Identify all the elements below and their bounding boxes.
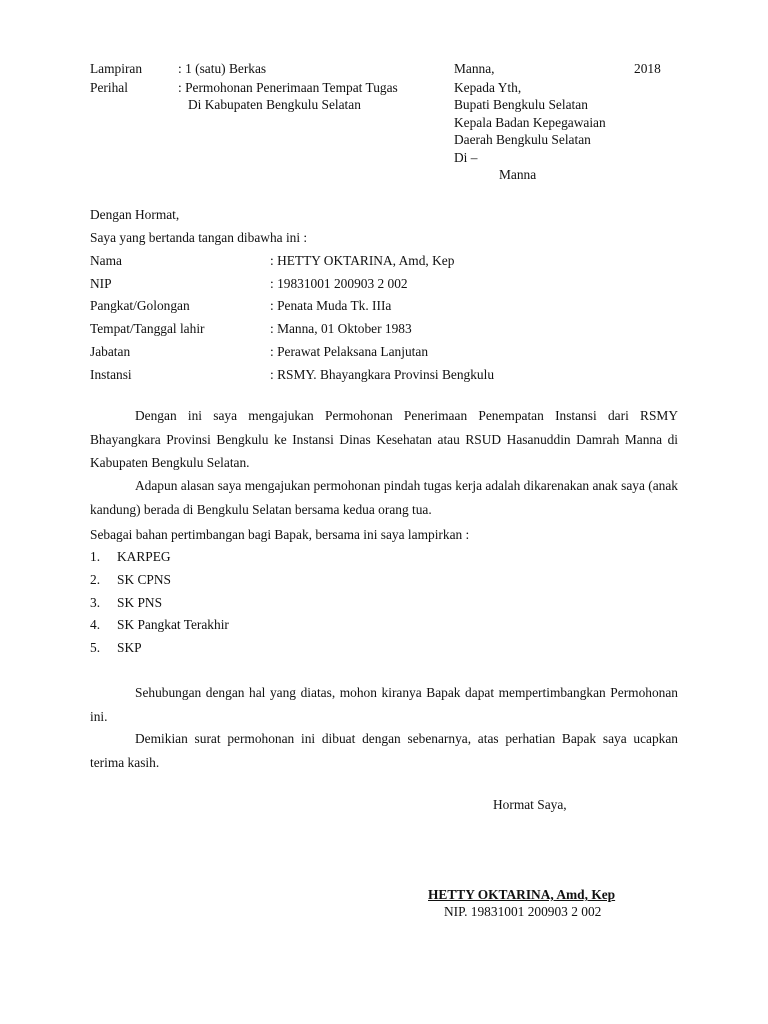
identity-label: NIP: [90, 276, 112, 291]
closing-salutation: Hormat Saya,: [493, 797, 567, 812]
identity-row: [90, 276, 408, 292]
list-item: [90, 617, 229, 633]
recipient-line: Daerah Bengkulu Selatan: [454, 132, 591, 147]
recipient-line: Manna: [499, 167, 537, 182]
list-text: SKP: [117, 640, 142, 655]
body-paragraph: [90, 727, 678, 774]
identity-row: [90, 367, 494, 383]
letter-place: Manna,: [454, 61, 495, 76]
list-text: KARPEG: [117, 549, 171, 564]
attachment-intro: Sebagai bahan pertimbangan bagi Bapak, bersama ini saya lampirkan :: [90, 527, 470, 542]
recipient-line: Kepada Yth,: [454, 80, 522, 95]
list-item: [90, 595, 162, 611]
list-number: 1.: [90, 549, 101, 564]
intro-text: Saya yang bertanda tangan dibawha ini :: [90, 230, 308, 245]
identity-label: Tempat/Tanggal lahir: [90, 321, 205, 336]
signatory-name: HETTY OKTARINA, Amd, Kep: [428, 887, 616, 902]
list-text: SK Pangkat Terakhir: [117, 617, 229, 632]
list-number: 3.: [90, 595, 101, 610]
paragraph-text: Demikian surat permohonan ini dibuat dengan sebenarnya, atas perhatian Bapak saya ucapkan terima kasih.: [90, 731, 678, 770]
list-number: 4.: [90, 617, 101, 632]
list-number: 2.: [90, 572, 101, 587]
perihal-value-line-2: Di Kabupaten Bengkulu Selatan: [188, 97, 361, 112]
list-text: SK PNS: [117, 595, 163, 610]
recipient-line: Kepala Badan Kepegawaian: [454, 115, 606, 130]
paragraph-text: Sehubungan dengan hal yang diatas, mohon kiranya Bapak dapat mempertimbangkan Permohonan ini.: [90, 685, 678, 724]
identity-value: : RSMY. Bhayangkara Provinsi Bengkulu: [270, 367, 495, 382]
paragraph-text: Dengan ini saya mengajukan Permohonan Penerimaan Penempatan Instansi dari RSMY Bhayangkara Provinsi Bengkulu ke Instansi Dinas Kesehatan atau RSUD Hasanuddin Damrah Manna di Kabupaten Bengkulu Selatan.: [90, 408, 678, 470]
identity-label: Instansi: [90, 367, 132, 382]
letter-year: 2018: [634, 61, 661, 76]
body-paragraph: [90, 404, 678, 475]
list-number: 5.: [90, 640, 101, 655]
lampiran-value: : 1 (satu) Berkas: [178, 61, 267, 76]
recipient-line: Bupati Bengkulu Selatan: [454, 97, 588, 112]
identity-label: Nama: [90, 253, 122, 268]
identity-value: : HETTY OKTARINA, Amd, Kep: [270, 253, 455, 268]
identity-value: : Perawat Pelaksana Lanjutan: [270, 344, 429, 359]
identity-label: Pangkat/Golongan: [90, 298, 190, 313]
signatory-nip: NIP. 19831001 200903 2 002: [444, 904, 602, 919]
identity-value: : 19831001 200903 2 002: [270, 276, 408, 291]
list-item: [90, 549, 171, 565]
identity-label: Jabatan: [90, 344, 131, 359]
list-item: [90, 640, 142, 656]
paragraph-text: Adapun alasan saya mengajukan permohonan pindah tugas kerja adalah dikarenakan anak saya (anak kandung) berada di Bengkulu Selatan bersama kedua orang tua.: [90, 478, 678, 517]
identity-row: [90, 344, 428, 360]
greeting: Dengan Hormat,: [90, 207, 180, 222]
list-item: [90, 572, 171, 588]
identity-row: [90, 321, 412, 337]
body-paragraph: [90, 474, 678, 521]
identity-row: [90, 253, 454, 269]
perihal-value-line-1: : Permohonan Penerimaan Tempat Tugas: [178, 80, 398, 95]
identity-value: : Manna, 01 Oktober 1983: [270, 321, 412, 336]
body-paragraph: [90, 681, 678, 728]
identity-value: : Penata Muda Tk. IIIa: [270, 298, 392, 313]
identity-row: [90, 298, 391, 314]
perihal-label: Perihal: [90, 80, 128, 95]
list-text: SK CPNS: [117, 572, 171, 587]
recipient-line: Di –: [454, 150, 478, 165]
lampiran-label: Lampiran: [90, 61, 143, 76]
